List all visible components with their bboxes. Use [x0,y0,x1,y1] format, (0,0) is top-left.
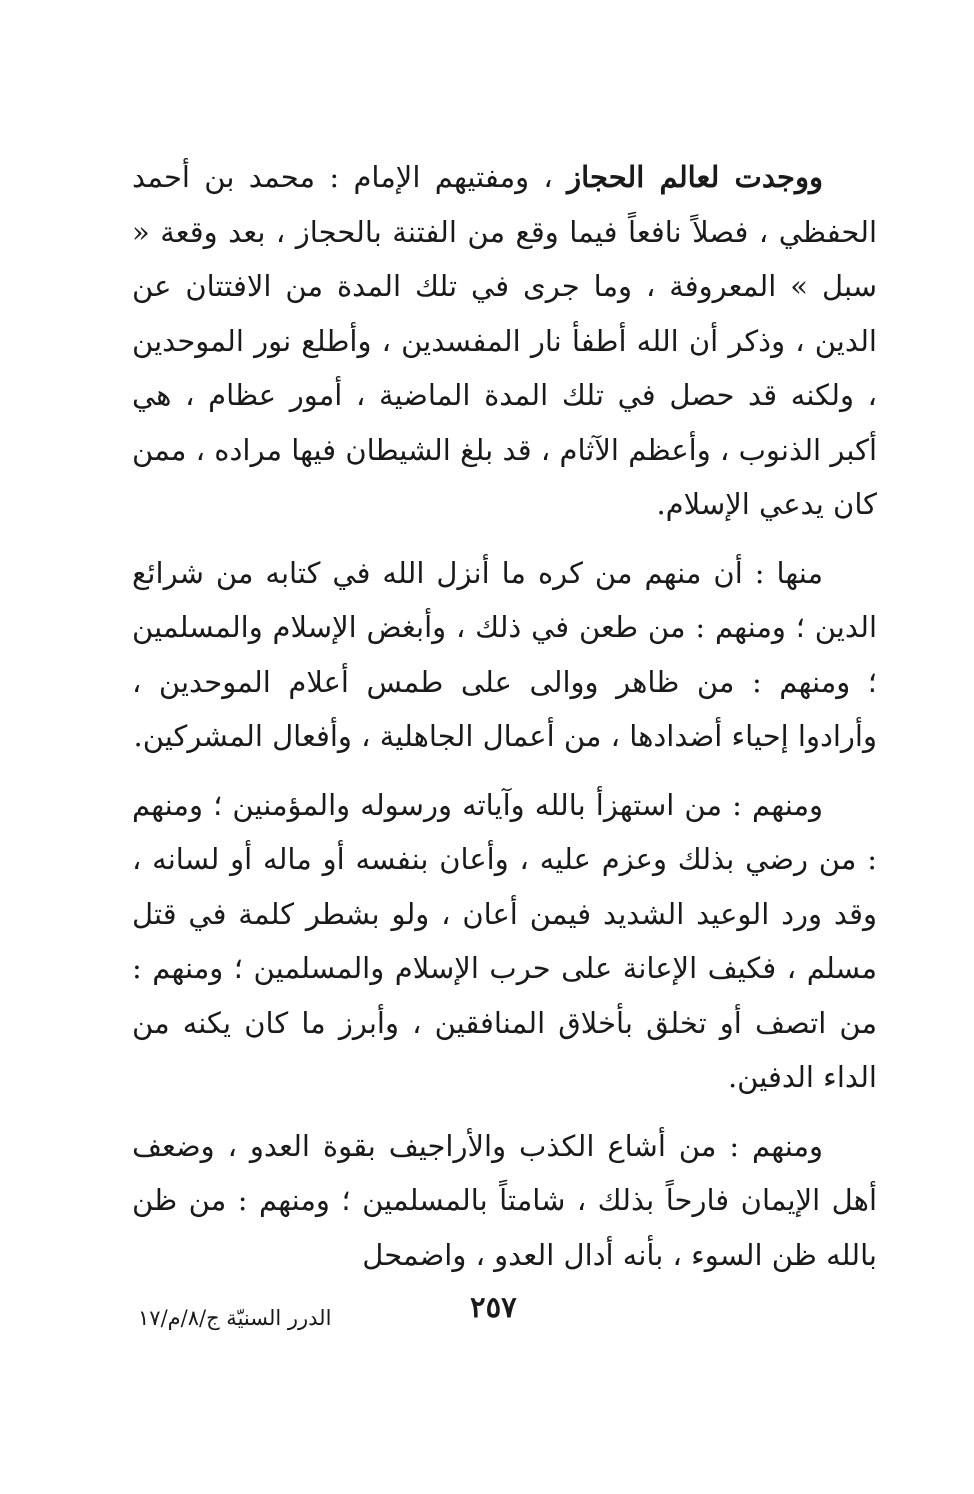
paragraph-3 [132,778,877,1105]
paragraph-3-text: ومنهم : من استهزأ بالله وآياته ورسوله والمؤمنين ؛ ومنهم : من رضي بذلك وعزم عليه ، وأعان بنفسه أو ماله أو لسانه ، وقد ورد الوعيد الشديد فيمن أعان ، ولو بشطر كلمة في قتل مسلم ، فكيف الإعانة على حرب الإسلام والمسلمين ؛ ومنهم : من اتصف أو تخلق بأخلاق المنافقين ، وأبرز ما كان يكنه من الداء الدفين. [132,787,877,1094]
paragraph-1-lead: ووجدت لعالم الحجاز [567,160,823,194]
paragraph-4 [132,1119,877,1283]
paragraph-1-text: ، ومفتيهم الإمام : محمد بن أحمد الحفظي ، فصلاً نافعاً فيما وقع من الفتنة بالحجاز ، بعد وقعة « سبل » المعروفة ، وما جرى في تلك المدة من الافتتان عن الدين ، وذكر أن الله أطفأ نار المفسدين ، وأطلع نور الموحدين ، ولكنه قد حصل في تلك المدة الماضية ، أمور عظام ، هي أكبر الذنوب ، وأعظم الآثام ، قد بلغ الشيطان فيها مراده ، ممن كان يدعي الإسلام. [132,160,877,521]
paragraph-4-text: ومنهم : من أشاع الكذب والأراجيف بقوة العدو ، وضعف أهل الإيمان فارحاً بذلك ، شامتاً بالمسلمين ؛ ومنهم : من ظن بالله ظن السوء ، بأنه أدال العدو ، واضمحل [132,1128,877,1272]
page-body [132,150,877,1296]
volume-reference: الدرر السنيّة ج/٨/م/١٧ [138,1306,332,1330]
page-number: ٢٥٧ [470,1290,517,1324]
paragraph-1 [132,150,877,532]
paragraph-2-text: منها : أن منهم من كره ما أنزل الله في كتابه من شرائع الدين ؛ ومنهم : من طعن في ذلك ، وأبغض الإسلام والمسلمين ؛ ومنهم : من ظاهر ووالى على طمس أعلام الموحدين ، وأرادوا إحياء أضدادها ، من أعمال الجاهلية ، وأفعال المشركين. [132,555,877,753]
paragraph-2 [132,546,877,764]
page-footer [132,1290,877,1340]
